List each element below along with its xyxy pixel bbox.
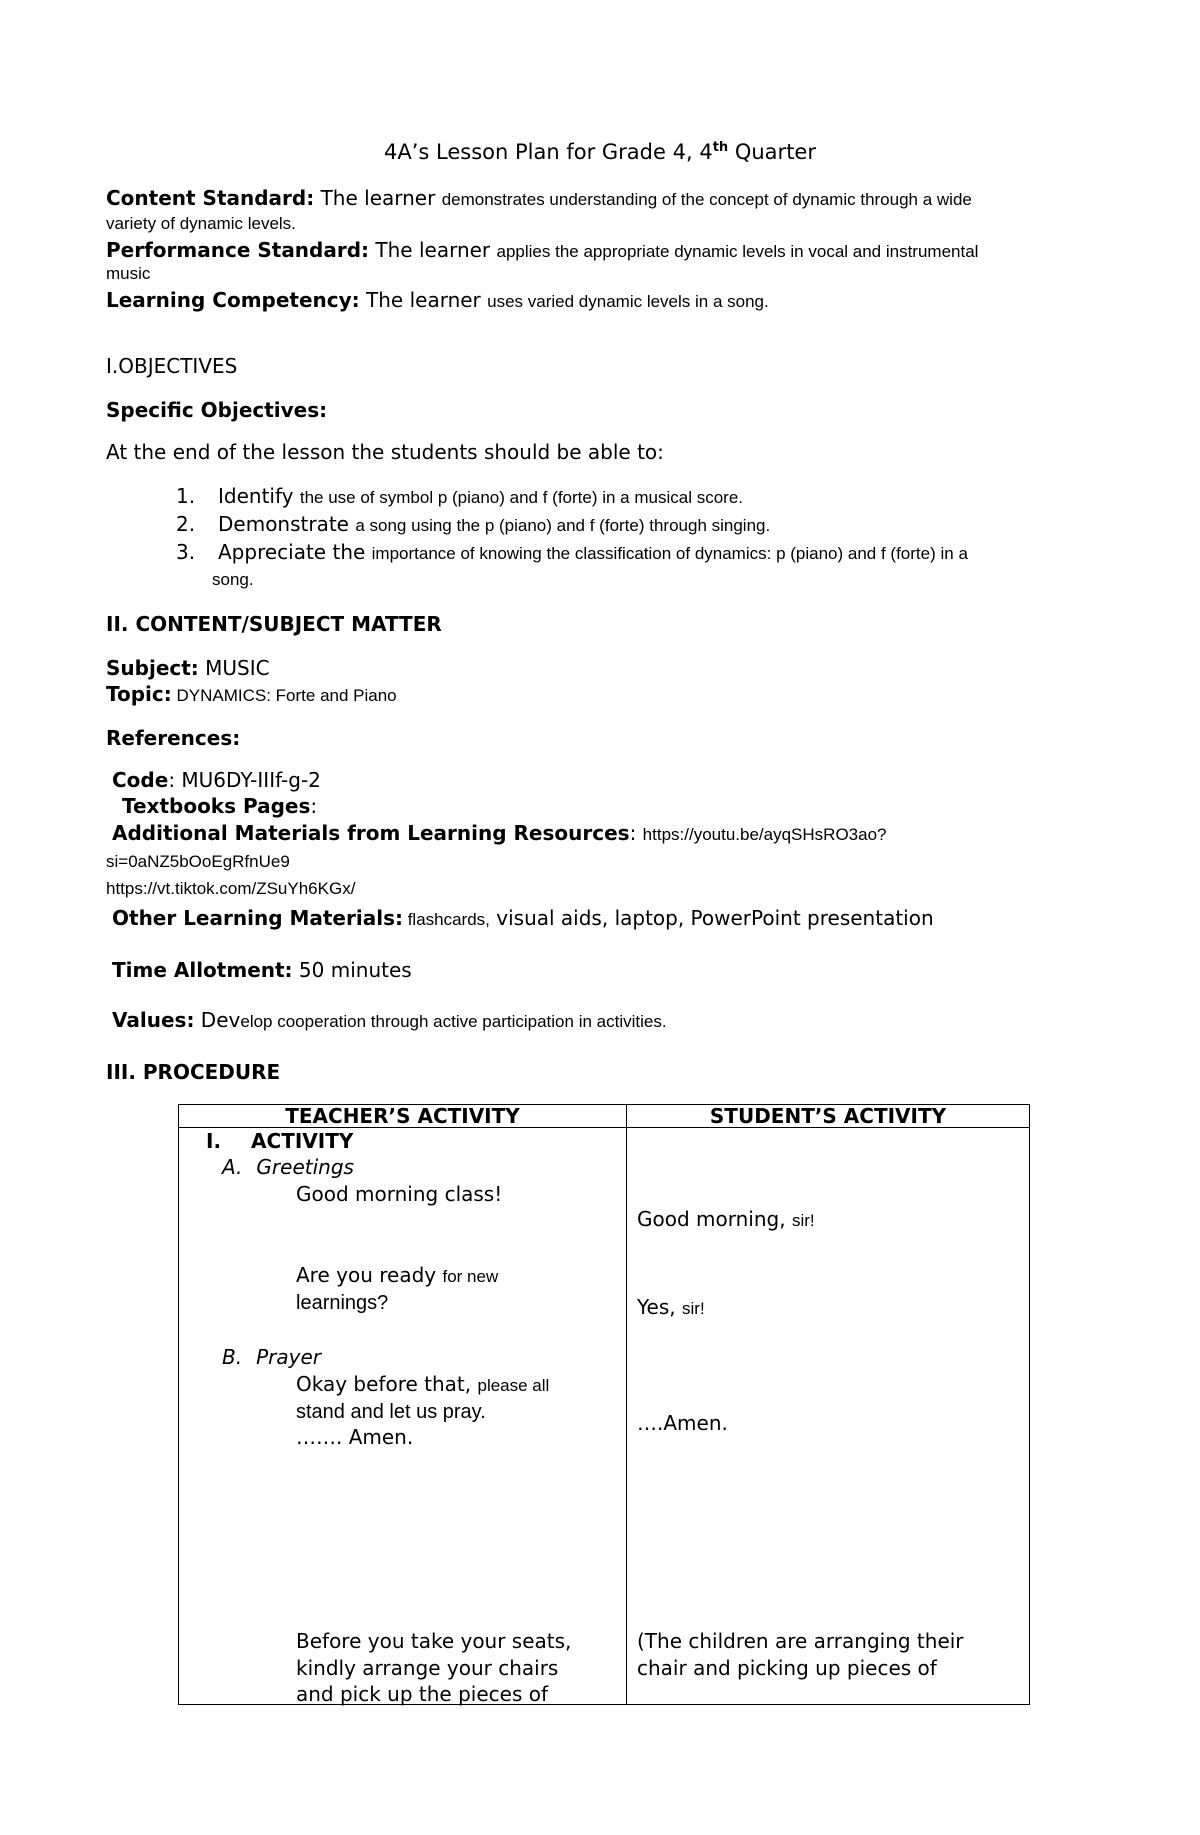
objectives-intro: At the end of the lesson the students should be able to: <box>106 440 664 464</box>
title-superscript: th <box>712 140 729 155</box>
teacher-seats-1: Before you take your seats, <box>296 1629 572 1653</box>
youtube-link-cont[interactable]: si=0aNZ5bOoEgRfnUe9 <box>106 852 290 871</box>
other-materials-line: Other Learning Materials: flashcards, visual aids, laptop, PowerPoint presentation <box>112 906 934 930</box>
teacher-greeting: Good morning class! <box>296 1182 503 1206</box>
teacher-prayer: Okay before that, please all <box>296 1372 550 1396</box>
learning-competency: Learning Competency: The learner uses varied dynamic levels in a song. <box>106 288 769 312</box>
teacher-seats-2: kindly arrange your chairs <box>296 1656 559 1680</box>
teacher-prayer-cont: stand and let us pray. <box>296 1401 486 1423</box>
youtube-link[interactable]: https://youtu.be/ayqSHsRO3ao? <box>642 825 887 844</box>
specific-objectives-label: Specific Objectives: <box>106 398 328 422</box>
subject-line: Subject: MUSIC <box>106 656 270 680</box>
student-yes: Yes, sir! <box>637 1295 705 1319</box>
activity-heading: I. ACTIVITY <box>206 1129 354 1153</box>
additional-materials-line: Additional Materials from Learning Resources: https://youtu.be/ayqSHsRO3ao? <box>112 821 887 845</box>
objective-item-cont: song. <box>212 570 254 589</box>
teacher-activity-header: TEACHER’S ACTIVITY <box>179 1105 627 1128</box>
teacher-ready-question: Are you ready for new <box>296 1263 499 1287</box>
performance-standard: Performance Standard: The learner applies the appropriate dynamic levels in vocal and instrumental <box>106 238 979 262</box>
content-heading: II. CONTENT/SUBJECT MATTER <box>106 612 442 636</box>
table-header-row <box>179 1105 1030 1128</box>
time-allotment-line: Time Allotment: 50 minutes <box>112 958 412 982</box>
objective-item: 1. Identify the use of symbol p (piano) and f (forte) in a musical score. <box>176 484 744 508</box>
objective-item: 3. Appreciate the importance of knowing the classification of dynamics: p (piano) and f (forte) in a <box>176 540 968 564</box>
content-standard: Content Standard: The learner demonstrates understanding of the concept of dynamic through a wide <box>106 186 972 210</box>
teacher-amen: ……. Amen. <box>296 1425 414 1449</box>
teacher-seats-3: and pick up the pieces of <box>296 1682 548 1706</box>
procedure-heading: III. PROCEDURE <box>106 1060 281 1084</box>
student-activity-cell <box>627 1128 1030 1705</box>
student-amen: ….Amen. <box>637 1411 728 1435</box>
student-arrange-2: chair and picking up pieces of <box>637 1656 937 1680</box>
references-label: References: <box>106 726 241 750</box>
student-arrange-1: (The children are arranging their <box>637 1629 964 1653</box>
greetings-heading: A. Greetings <box>222 1155 354 1179</box>
table-row <box>179 1128 1030 1705</box>
objectives-heading: I.OBJECTIVES <box>106 354 238 378</box>
student-activity-header: STUDENT’S ACTIVITY <box>627 1105 1030 1128</box>
values-line: Values: Develop cooperation through active participation in activities. <box>112 1008 667 1032</box>
title-suffix: Quarter <box>728 140 816 164</box>
title-text: 4A’s Lesson Plan for Grade 4, 4 <box>384 140 713 164</box>
tiktok-link[interactable]: https://vt.tiktok.com/ZSuYh6KGx/ <box>106 879 356 898</box>
performance-standard-cont: music <box>106 264 151 283</box>
textbooks-line: Textbooks Pages: <box>122 794 318 818</box>
content-standard-cont: variety of dynamic levels. <box>106 214 296 233</box>
objective-item: 2. Demonstrate a song using the p (piano) and f (forte) through singing. <box>176 512 771 536</box>
teacher-activity-cell <box>179 1128 627 1705</box>
teacher-ready-question-cont: learnings? <box>296 1292 389 1314</box>
code-line: Code: MU6DY-IIIf-g-2 <box>112 768 321 792</box>
document-title <box>0 140 1200 164</box>
prayer-heading: B. Prayer <box>222 1345 321 1369</box>
student-greeting: Good morning, sir! <box>637 1207 815 1231</box>
topic-line: Topic: DYNAMICS: Forte and Piano <box>106 682 397 706</box>
procedure-table <box>178 1104 1030 1705</box>
